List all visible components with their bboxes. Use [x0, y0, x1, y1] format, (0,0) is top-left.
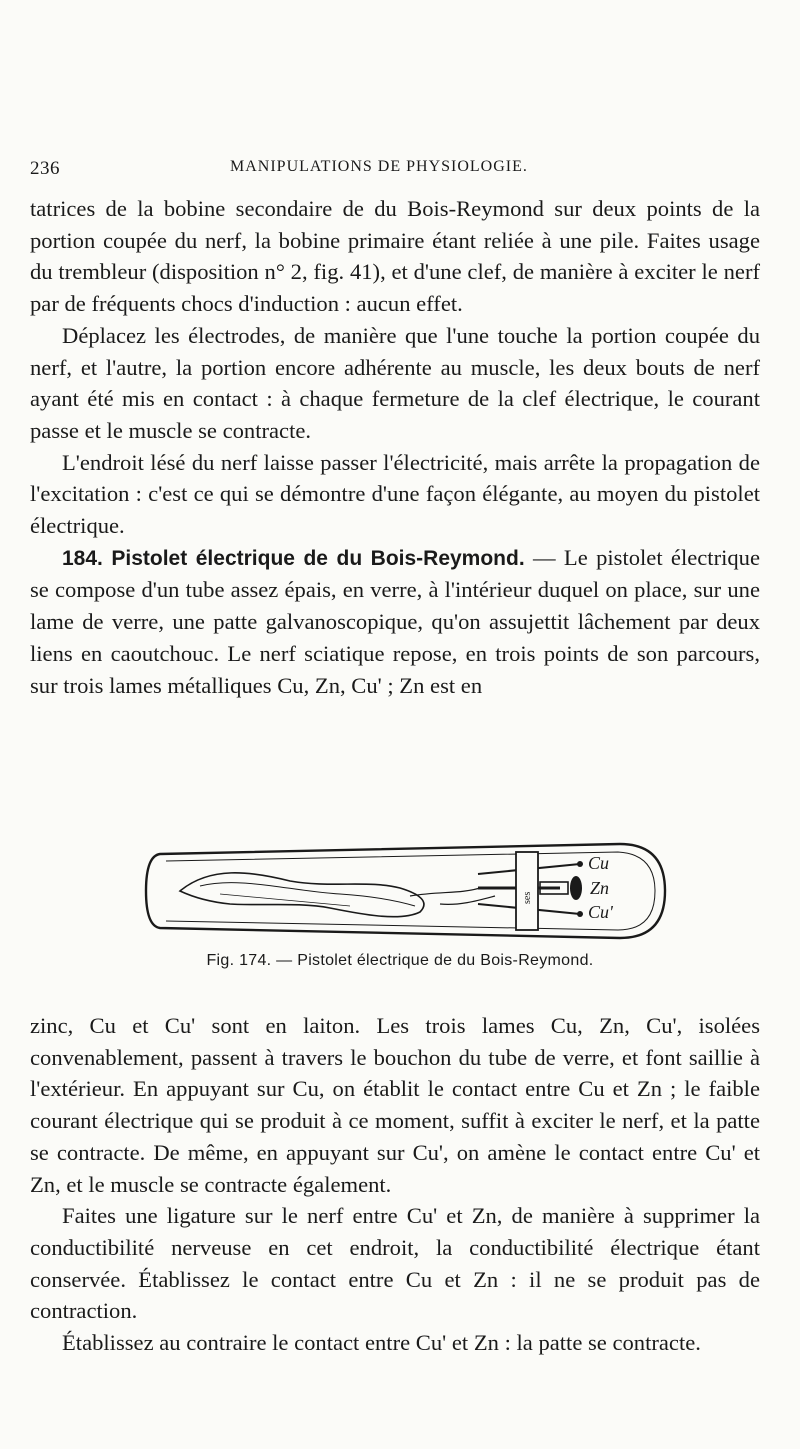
paragraph: zinc, Cu et Cu' sont en laiton. Les trois lames Cu, Zn, Cu', isolées convenablement, passent à travers le bouchon du tube de verre, et font saillie à l'extérieur. En appuyant sur Cu, on établit le contact entre Cu et Zn ; le faible courant électrique qui se produit à ce moment, suffit à exciter le nerf, et la patte se contracte. De même, en appuyant sur Cu', on amène le contact entre Cu' et Zn, et le muscle se contracte également.: [30, 1013, 760, 1197]
figure-label-zn: Zn: [590, 878, 610, 898]
page-header: [30, 152, 770, 182]
frog-leg-icon: [180, 873, 424, 917]
paragraph: Établissez au contraire le contact entre Cu' et Zn : la patte se contracte.: [62, 1330, 701, 1356]
figure-label-cu: Cu: [588, 853, 610, 873]
figure-caption: Fig. 174. — Pistolet électrique de du Bois-Reymond.: [206, 952, 594, 969]
page-number: 236: [30, 158, 60, 179]
cork-mark: ses: [522, 891, 533, 904]
body-text-bottom: [30, 1010, 760, 1359]
pistol-figure: [140, 836, 670, 946]
paragraph: Faites une ligature sur le nerf entre Cu' et Zn, de manière à supprimer la conductibilité nerveuse en cet endroit, la conductibilité électrique étant conservée. Établissez le contact entre Cu et Zn : il ne se produit pas de contraction.: [30, 1203, 760, 1324]
paragraph: L'endroit lésé du nerf laisse passer l'électricité, mais arrête la propagation de l'excitation : c'est ce qui se démontre d'une façon élégante, au moyen du pistolet électrique.: [30, 449, 760, 539]
cork: [516, 852, 538, 930]
section-heading: 184. Pistolet électrique de du Bois-Reymond.: [62, 546, 525, 570]
section-text: — Le pistolet électrique se compose d'un tube assez épais, en verre, à l'intérieur duquel on place, sur une lame de verre, une patte galvanoscopique, qu'on assujettit lâchement par deux liens en caoutchouc. Le nerf sciatique repose, en trois points de son parcours, sur trois lames métalliques Cu, Zn, Cu' ; Zn est en: [30, 544, 760, 698]
section-paragraph: [30, 542, 760, 702]
figure-label-cu-prime: Cu': [588, 902, 613, 922]
paragraph: tatrices de la bobine secondaire de du Bois-Reymond sur deux points de la portion coupée du nerf, la bobine primaire étant reliée à une pile. Faites usage du trembleur (disposition n° 2, fig. 41), et d'une clef, de manière à exciter le nerf par de fréquents chocs d'induction : aucun effet.: [30, 196, 760, 317]
body-text-top: [30, 193, 760, 701]
running-title: MANIPULATIONS DE PHYSIOLOGIE.: [230, 158, 528, 175]
paragraph: Déplacez les électrodes, de manière que l'une touche la portion coupée du nerf, et l'autre, la portion encore adhérente au muscle, les deux bouts de nerf ayant été mis en contact : à chaque fermeture de la clef électrique, le courant passe et le muscle se contracte.: [30, 322, 760, 443]
